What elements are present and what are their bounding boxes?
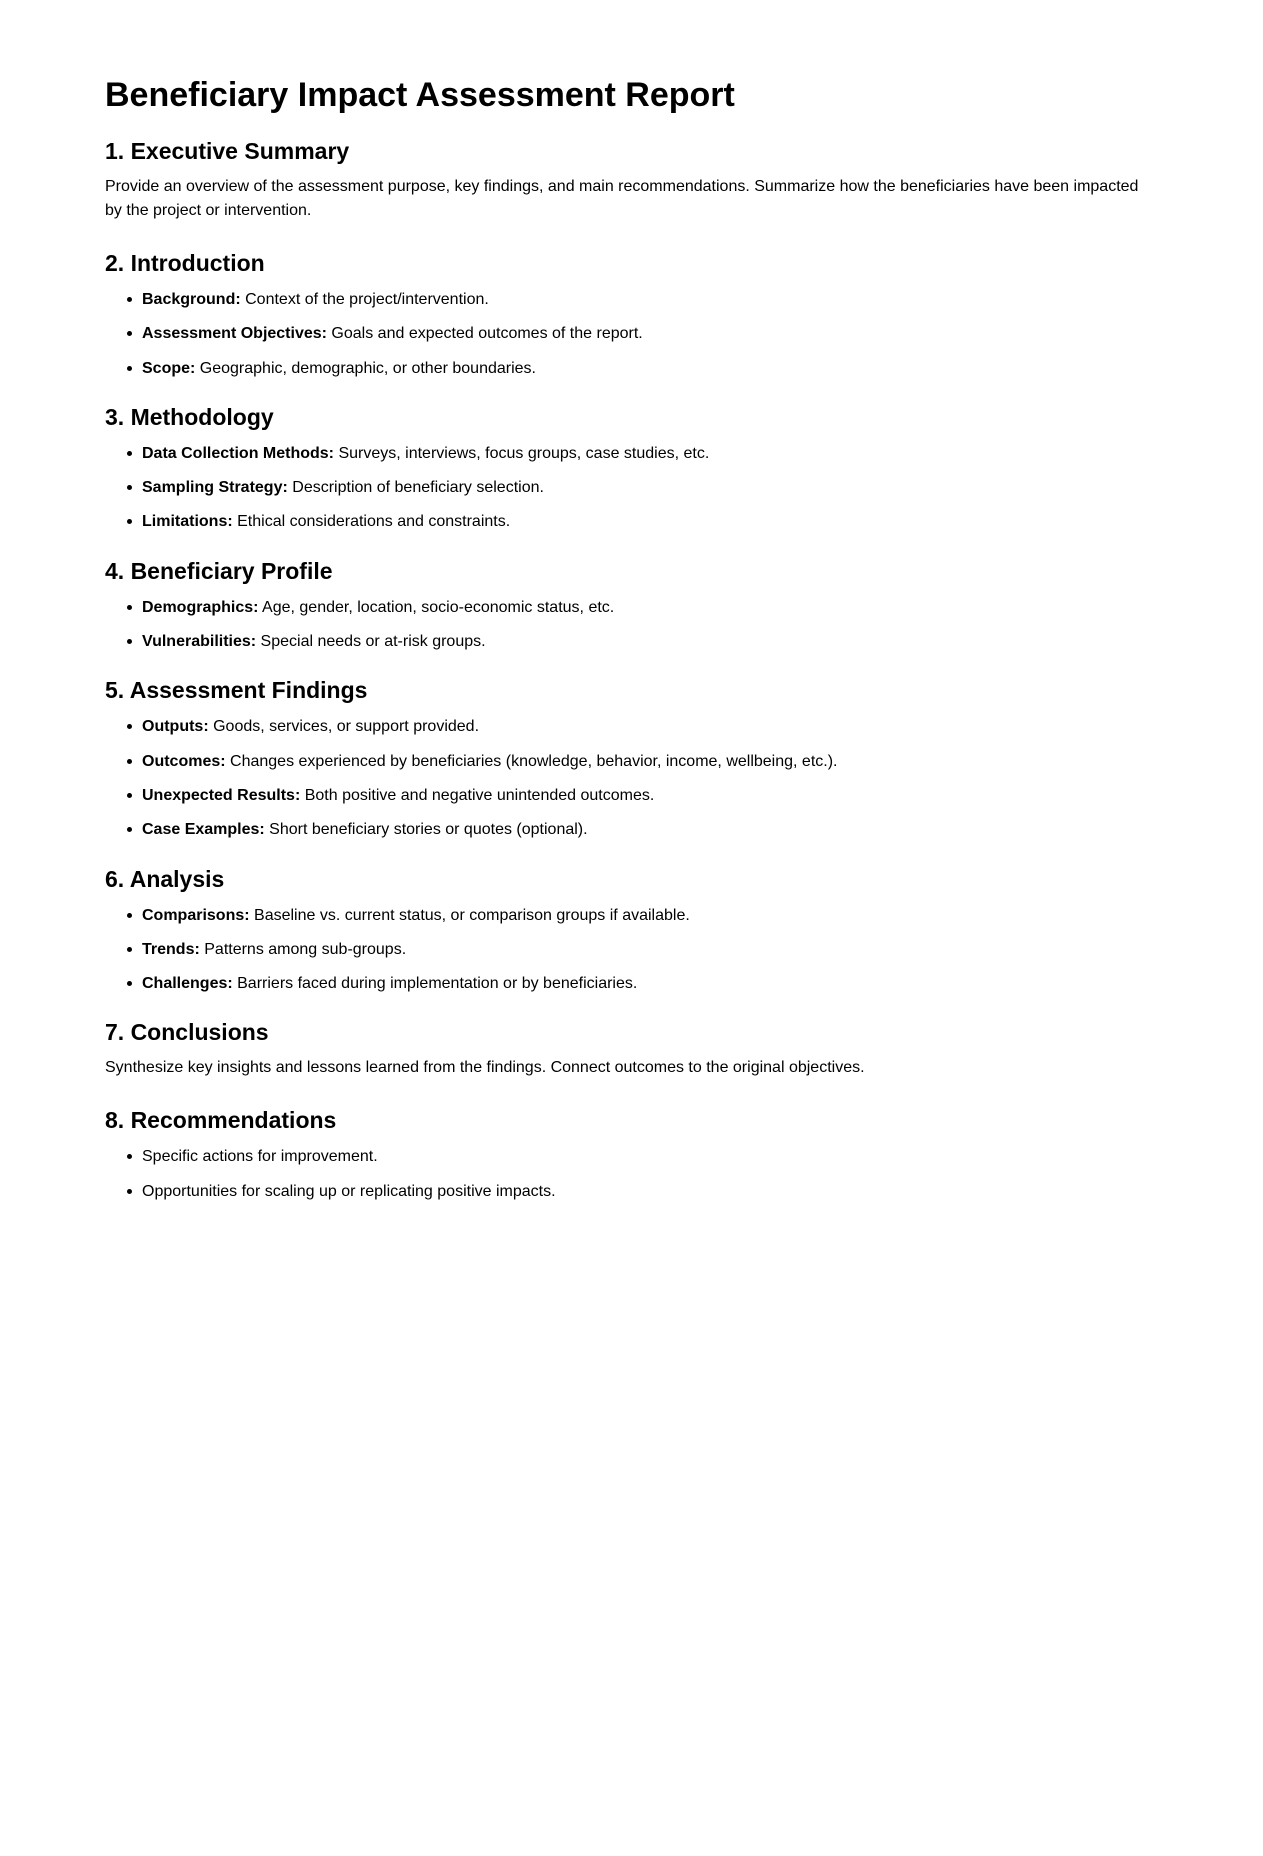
item-text: Opportunities for scaling up or replicating positive impacts. — [142, 1182, 556, 1200]
bullet-list — [105, 444, 1145, 547]
item-term: Outputs: — [142, 718, 209, 736]
section-paragraph: Provide an overview of the assessment purpose, key findings, and main recommendations. Summarize how the beneficiaries have been impacted by the project or intervention. — [105, 178, 1139, 219]
item-text: Surveys, interviews, focus groups, case studies, etc. — [334, 444, 710, 462]
item-term: Vulnerabilities: — [142, 633, 257, 651]
item-term: Assessment Objectives: — [142, 325, 327, 343]
item-term: Sampling Strategy: — [142, 479, 288, 497]
list-item — [105, 786, 1145, 820]
list-item — [105, 717, 1145, 751]
item-text: Description of beneficiary selection. — [287, 479, 544, 497]
document-page — [105, 0, 1145, 1216]
list-item — [105, 940, 1145, 974]
item-term: Unexpected Results: — [142, 786, 301, 804]
bullet-list — [105, 598, 1145, 667]
item-term: Case Examples: — [142, 821, 265, 839]
list-item — [105, 598, 1145, 632]
item-term: Outcomes: — [142, 752, 226, 770]
section-heading: 1. Executive Summary — [105, 138, 350, 164]
list-item — [105, 752, 1145, 786]
section-analysis — [105, 865, 1145, 1009]
document-title: Beneficiary Impact Assessment Report — [105, 76, 735, 114]
section-executive-summary — [105, 137, 1145, 223]
bullet-list — [105, 906, 1145, 1009]
item-text: Ethical considerations and constraints. — [232, 513, 511, 531]
list-item — [105, 290, 1145, 324]
section-heading: 5. Assessment Findings — [105, 677, 368, 704]
list-item — [105, 359, 1145, 393]
list-item — [105, 974, 1145, 1008]
section-introduction — [105, 249, 1145, 393]
item-text: Baseline vs. current status, or comparison groups if available. — [249, 906, 690, 924]
list-item — [105, 820, 1145, 854]
section-heading: 3. Methodology — [105, 403, 274, 430]
section-heading: 7. Conclusions — [105, 1019, 269, 1046]
item-text: Specific actions for improvement. — [142, 1148, 378, 1166]
item-text: Patterns among sub-groups. — [199, 940, 407, 958]
item-term: Limitations: — [142, 513, 233, 531]
bullet-list — [105, 290, 1145, 393]
section-recommendations — [105, 1106, 1145, 1216]
item-text: Geographic, demographic, or other boundaries. — [195, 359, 536, 377]
list-item — [105, 478, 1145, 512]
list-item — [105, 632, 1145, 666]
section-conclusions — [105, 1018, 1145, 1080]
item-text: Short beneficiary stories or quotes (optional). — [264, 821, 588, 839]
item-term: Demographics: — [142, 598, 259, 616]
item-term: Challenges: — [142, 975, 233, 993]
item-term: Data Collection Methods: — [142, 444, 335, 462]
item-text: Age, gender, location, socio-economic status, etc. — [258, 598, 615, 616]
item-text: Both positive and negative unintended outcomes. — [300, 786, 655, 804]
item-term: Scope: — [142, 359, 196, 377]
section-paragraph: Synthesize key insights and lessons learned from the findings. Connect outcomes to the original objectives. — [105, 1059, 865, 1077]
list-item — [105, 1182, 1145, 1216]
item-term: Trends: — [142, 940, 200, 958]
item-term: Comparisons: — [142, 906, 250, 924]
item-text: Barriers faced during implementation or by beneficiaries. — [232, 975, 638, 993]
list-item — [105, 512, 1145, 546]
list-item — [105, 906, 1145, 940]
section-heading: 4. Beneficiary Profile — [105, 557, 333, 584]
section-heading: 8. Recommendations — [105, 1107, 337, 1134]
list-item — [105, 1147, 1145, 1181]
section-heading: 2. Introduction — [105, 250, 265, 276]
list-item — [105, 324, 1145, 358]
item-text: Changes experienced by beneficiaries (knowledge, behavior, income, wellbeing, etc.). — [225, 752, 838, 770]
list-item — [105, 444, 1145, 478]
item-text: Special needs or at-risk groups. — [256, 633, 486, 651]
bullet-list — [105, 717, 1145, 854]
section-beneficiary-profile — [105, 557, 1145, 667]
section-methodology — [105, 403, 1145, 547]
bullet-list — [105, 1147, 1145, 1216]
item-text: Context of the project/intervention. — [240, 291, 489, 308]
item-term: Background: — [142, 291, 241, 308]
item-text: Goods, services, or support provided. — [208, 718, 480, 736]
section-assessment-findings — [105, 676, 1145, 854]
item-text: Goals and expected outcomes of the report. — [326, 325, 643, 343]
section-heading: 6. Analysis — [105, 865, 225, 892]
